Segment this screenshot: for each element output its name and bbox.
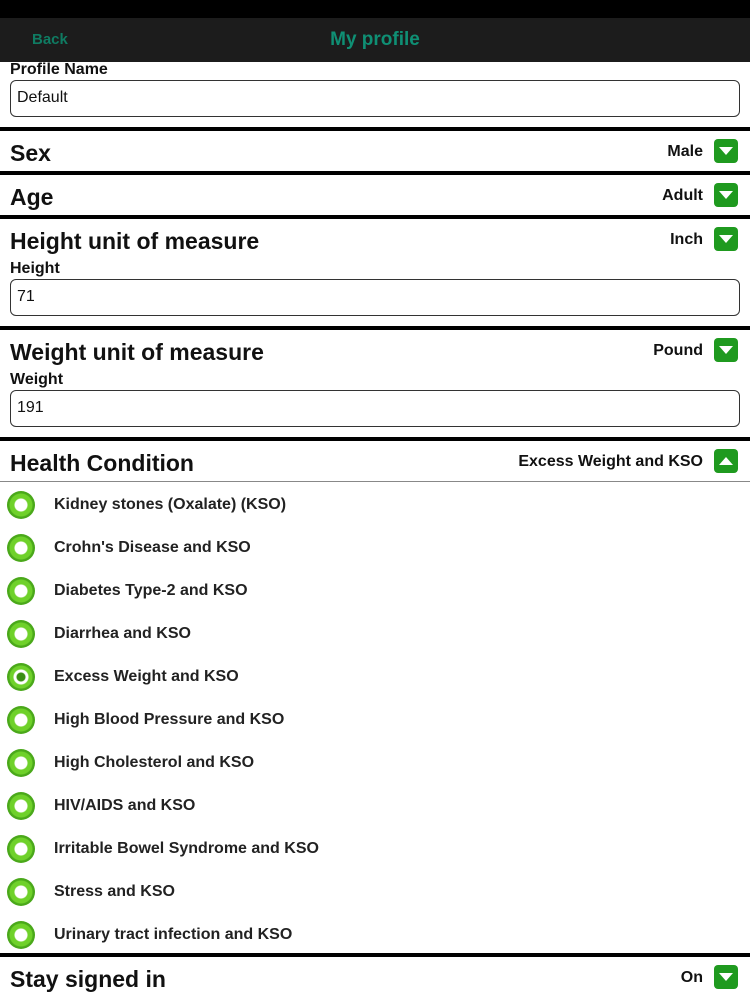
radio-icon <box>7 534 35 562</box>
height-unit-value: Inch <box>670 231 703 248</box>
health-option-label: High Blood Pressure and KSO <box>54 711 285 728</box>
health-option-label: Diarrhea and KSO <box>54 625 191 642</box>
age-value: Adult <box>662 187 703 204</box>
divider <box>0 127 750 131</box>
page-title: My profile <box>330 29 420 50</box>
age-label: Age <box>10 184 54 210</box>
health-option[interactable] <box>0 917 750 957</box>
sex-dropdown-button[interactable] <box>714 139 738 163</box>
height-unit-dropdown-button[interactable] <box>714 227 738 251</box>
radio-icon <box>7 663 35 691</box>
health-option[interactable] <box>0 874 750 914</box>
radio-icon <box>7 792 35 820</box>
health-option-label: High Cholesterol and KSO <box>54 754 255 771</box>
height-field-label: Height <box>10 260 60 277</box>
navigation-bar <box>0 18 750 62</box>
height-field[interactable]: 71 <box>10 279 740 316</box>
chevron-down-icon <box>718 188 734 202</box>
health-option[interactable] <box>0 616 750 656</box>
health-option-label: Crohn's Disease and KSO <box>54 539 251 556</box>
health-option[interactable] <box>0 702 750 742</box>
divider <box>0 953 750 957</box>
health-option[interactable] <box>0 788 750 828</box>
divider <box>0 326 750 330</box>
health-option-label: Excess Weight and KSO <box>54 668 239 685</box>
stay-signed-in-dropdown-button[interactable] <box>714 965 738 989</box>
radio-icon <box>7 835 35 863</box>
weight-unit-value: Pound <box>653 342 703 359</box>
sex-value: Male <box>667 143 703 160</box>
health-option[interactable] <box>0 530 750 570</box>
divider <box>0 481 750 482</box>
radio-icon <box>7 749 35 777</box>
health-option[interactable] <box>0 487 750 527</box>
radio-icon <box>7 878 35 906</box>
health-option-label: HIV/AIDS and KSO <box>54 797 196 814</box>
health-option-label: Kidney stones (Oxalate) (KSO) <box>54 496 287 513</box>
profile-name-label: Profile Name <box>10 61 108 78</box>
chevron-down-icon <box>718 970 734 984</box>
weight-field-label: Weight <box>10 371 64 388</box>
health-condition-label: Health Condition <box>10 450 194 476</box>
sex-label: Sex <box>10 140 51 166</box>
chevron-down-icon <box>718 144 734 158</box>
health-option[interactable] <box>0 659 750 699</box>
divider <box>0 437 750 441</box>
divider <box>0 215 750 219</box>
radio-icon <box>7 921 35 949</box>
chevron-down-icon <box>718 232 734 246</box>
age-dropdown-button[interactable] <box>714 183 738 207</box>
weight-unit-dropdown-button[interactable] <box>714 338 738 362</box>
chevron-up-icon <box>718 454 734 468</box>
health-option[interactable] <box>0 745 750 785</box>
back-button[interactable]: Back <box>32 31 68 48</box>
status-bar <box>0 0 750 18</box>
height-unit-label: Height unit of measure <box>10 228 260 254</box>
stay-signed-in-label: Stay signed in <box>10 966 166 992</box>
health-option[interactable] <box>0 831 750 871</box>
health-option-label: Urinary tract infection and KSO <box>54 926 293 943</box>
divider <box>0 171 750 175</box>
health-condition-value: Excess Weight and KSO <box>518 453 703 470</box>
weight-unit-label: Weight unit of measure <box>10 339 264 365</box>
stay-signed-in-value: On <box>680 969 703 986</box>
chevron-down-icon <box>718 343 734 357</box>
health-option-label: Stress and KSO <box>54 883 175 900</box>
radio-icon <box>7 620 35 648</box>
health-condition-dropdown-button[interactable] <box>714 449 738 473</box>
radio-icon <box>7 706 35 734</box>
profile-name-field[interactable]: Default <box>10 80 740 117</box>
health-option-label: Diabetes Type-2 and KSO <box>54 582 248 599</box>
radio-icon <box>7 577 35 605</box>
health-option-label: Irritable Bowel Syndrome and KSO <box>54 840 319 857</box>
weight-field[interactable]: 191 <box>10 390 740 427</box>
health-option[interactable] <box>0 573 750 613</box>
radio-icon <box>7 491 35 519</box>
